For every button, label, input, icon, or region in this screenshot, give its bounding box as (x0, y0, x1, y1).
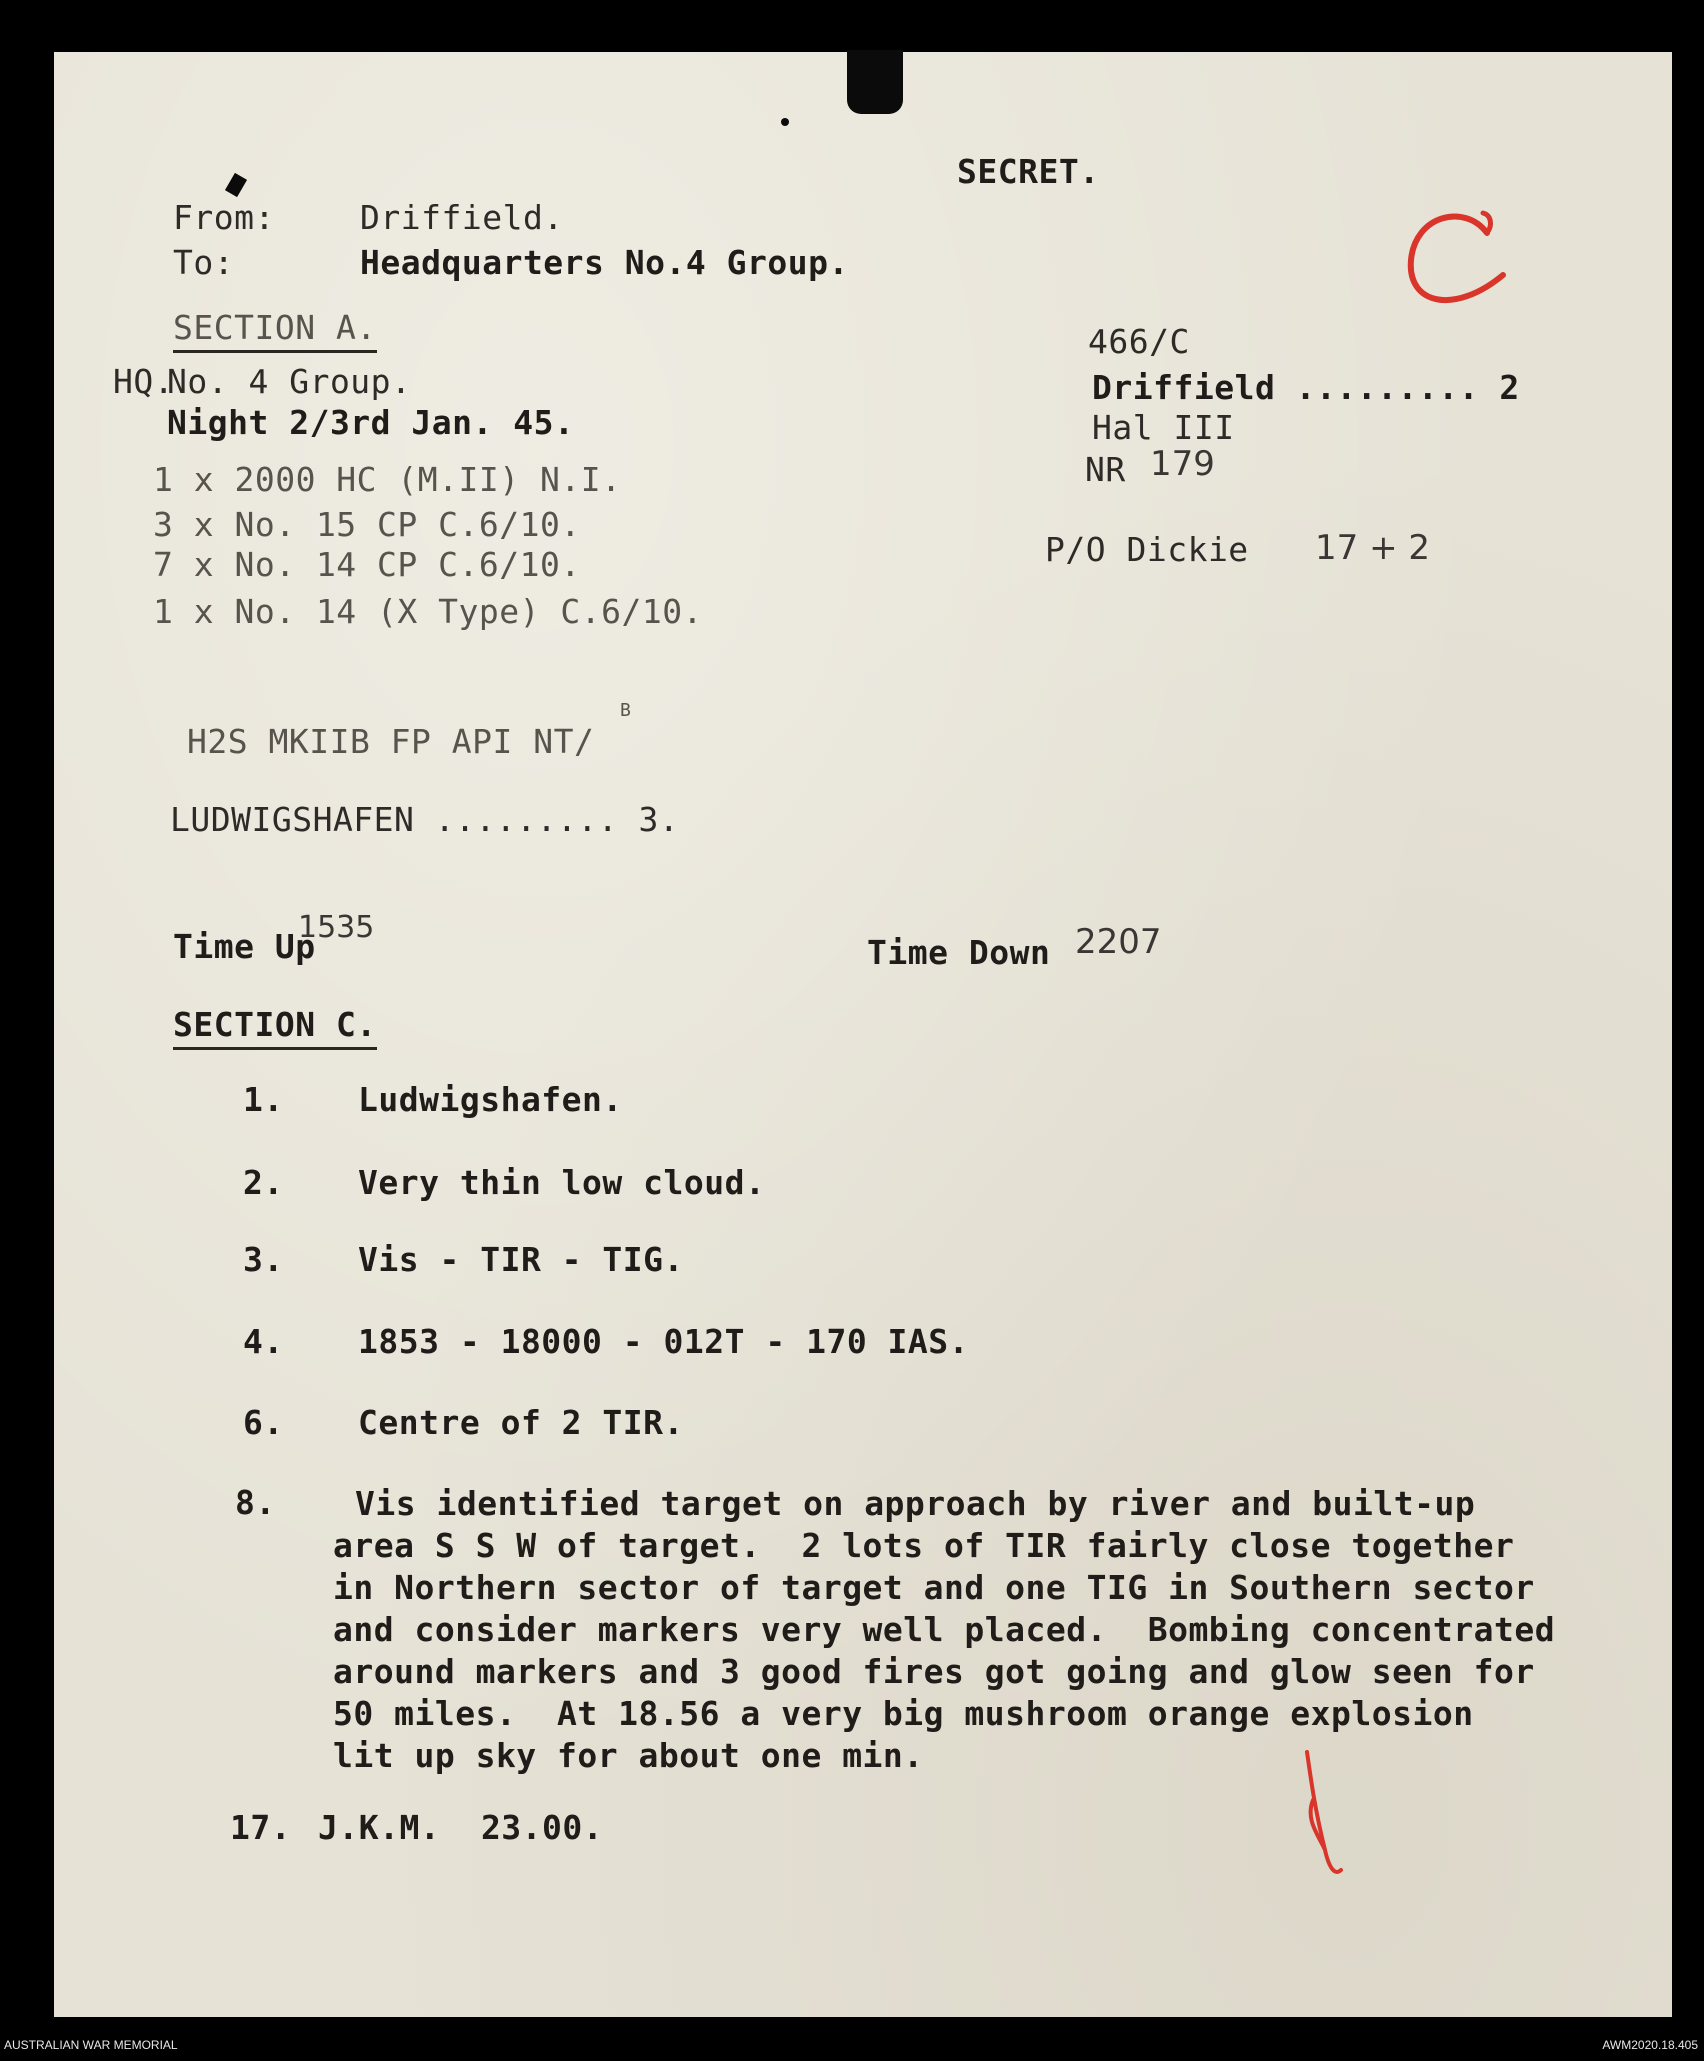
item-text: Centre of 2 TIR. (358, 1403, 684, 1442)
item-text: Very thin low cloud. (358, 1163, 766, 1202)
paragraph-line: Vis identified target on approach by river and built-up (355, 1484, 1476, 1523)
pilot-name: P/O Dickie (1045, 530, 1249, 569)
item-text: J.K.M. 23.00. (318, 1808, 604, 1847)
squadron-code: 466/C (1088, 322, 1190, 361)
serial-number: 179 (1150, 444, 1215, 484)
ink-speck (781, 118, 789, 126)
red-tick-mark-icon (1285, 1740, 1355, 1890)
section-a-hq: HQ. (113, 362, 175, 401)
item-number: 3. (243, 1240, 284, 1279)
item-number: 1. (243, 1080, 284, 1119)
paragraph-line: around markers and 3 good fires got going and glow seen for (333, 1652, 1535, 1691)
time-up-label: Time Up (173, 927, 316, 966)
item-text: Vis - TIR - TIG. (358, 1240, 684, 1279)
time-down-value: 2207 (1075, 922, 1162, 962)
footer-right: AWM2020.18.405 (1602, 2038, 1698, 2052)
load-line-2: 3 x No. 15 CP C.6/10. (153, 505, 581, 544)
load-line-1: 1 x 2000 HC (M.II) N.I. (153, 460, 622, 499)
item-number: 2. (243, 1163, 284, 1202)
item-8-paragraph (333, 1483, 1663, 1777)
classification-label: SECRET. (957, 152, 1100, 191)
to-value: Headquarters No.4 Group. (360, 243, 849, 282)
section-a-night: Night 2/3rd Jan. 45. (167, 403, 575, 442)
to-label: To: (173, 243, 235, 282)
crew-count: 17 + 2 (1315, 528, 1430, 568)
load-line-3: 7 x No. 14 CP C.6/10. (153, 545, 581, 584)
red-c-mark-icon (1395, 195, 1525, 335)
item-number: 4. (243, 1322, 284, 1361)
paragraph-line: lit up sky for about one min. (333, 1736, 924, 1775)
equipment-superscript: B (620, 700, 632, 721)
item-text: Ludwigshafen. (358, 1080, 623, 1119)
equipment-line: H2S MKIIB FP API NT/ (187, 722, 595, 761)
from-value: Driffield. (360, 198, 564, 237)
section-a-group: No. 4 Group. (167, 362, 412, 401)
load-line-4: 1 x No. 14 (X Type) C.6/10. (153, 592, 703, 631)
from-label: From: (173, 198, 275, 237)
section-a-title: SECTION A. (173, 308, 377, 353)
item-number: 6. (243, 1403, 284, 1442)
paragraph-line: in Northern sector of target and one TIG in Southern sector (333, 1568, 1535, 1607)
time-up-value: 1535 (298, 910, 375, 945)
time-down-label: Time Down (867, 933, 1051, 972)
item-number: 8. (235, 1483, 276, 1522)
ink-speck (225, 173, 247, 197)
serial-prefix: NR (1085, 450, 1126, 489)
footer-left: AUSTRALIAN WAR MEMORIAL (4, 2038, 178, 2052)
paragraph-line: and consider markers very well placed. Bombing concentrated (333, 1610, 1556, 1649)
item-number: 17. (230, 1808, 292, 1847)
aircraft-type: Hal III (1092, 408, 1235, 447)
item-text: 1853 - 18000 - 012T - 170 IAS. (358, 1322, 970, 1361)
binding-hole (847, 50, 903, 114)
section-c-title: SECTION C. (173, 1005, 377, 1050)
paragraph-line: 50 miles. At 18.56 a very big mushroom orange explosion (333, 1694, 1474, 1733)
station-line: Driffield ......... 2 (1092, 368, 1520, 407)
paragraph-line: area S S W of target. 2 lots of TIR fairly close together (333, 1526, 1515, 1565)
target-line: LUDWIGSHAFEN ......... 3. (170, 800, 680, 839)
